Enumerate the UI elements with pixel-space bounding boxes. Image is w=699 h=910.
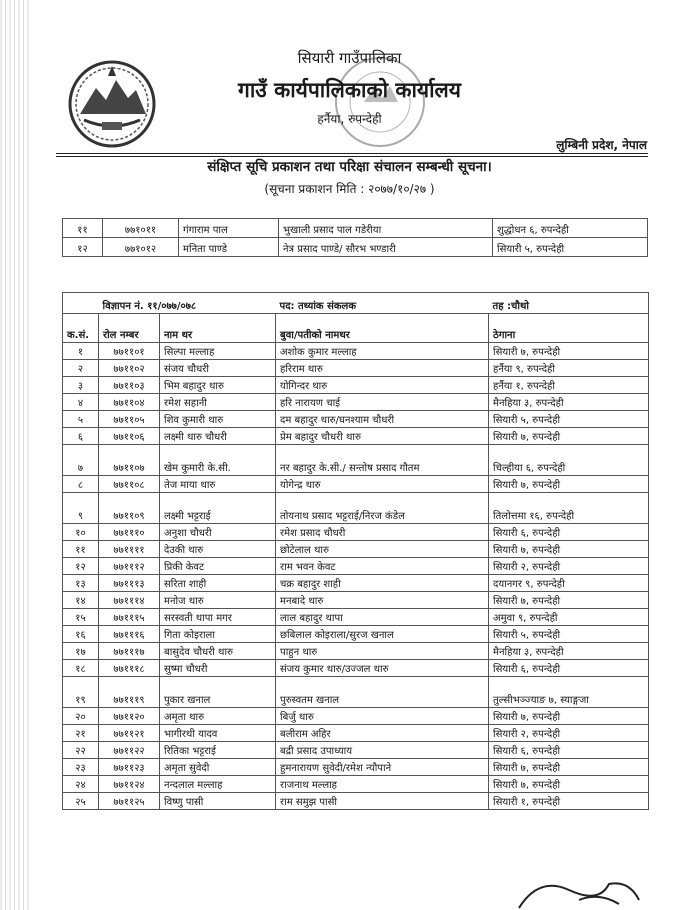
parent-cell: योगेन्द्र थारु bbox=[276, 476, 489, 493]
name-cell: देउकी थारु bbox=[160, 541, 276, 558]
parent-cell: मनबादे थारु bbox=[276, 592, 489, 609]
signature-icon bbox=[459, 870, 689, 910]
roll-cell: ७७११०४ bbox=[99, 394, 160, 411]
roll-cell: ७७११११ bbox=[99, 541, 160, 558]
parent-cell: चक्र बहादुर शाही bbox=[276, 575, 489, 592]
header-address: ठेगाना bbox=[489, 314, 649, 343]
roll-cell: ७७१०१२ bbox=[103, 238, 179, 257]
sn-cell: १४ bbox=[63, 592, 99, 609]
table-row bbox=[63, 725, 649, 742]
address-cell: सियारी ७, रुपन्देही bbox=[489, 759, 649, 776]
sn-cell: १७ bbox=[63, 643, 99, 660]
table-row bbox=[63, 677, 649, 708]
roll-cell: ७७११०१ bbox=[99, 343, 160, 360]
sn-cell: २३ bbox=[63, 759, 99, 776]
table-row bbox=[63, 377, 649, 394]
address-cell: सियारी ५, रुपन्देही bbox=[493, 238, 648, 257]
name-cell: भिम बहादुर थारु bbox=[160, 377, 276, 394]
sn-cell: १५ bbox=[63, 609, 99, 626]
name-cell: मनिता पाण्डे bbox=[179, 238, 279, 257]
parent-cell: हरिराम थारु bbox=[276, 360, 489, 377]
name-cell: बासुदेव चौधरी थारु bbox=[160, 643, 276, 660]
roll-cell: ७७११२५ bbox=[99, 793, 160, 810]
name-cell: सिल्पा मल्लाह bbox=[160, 343, 276, 360]
roll-cell: ७७११०९ bbox=[99, 493, 160, 524]
name-cell: सुष्मा चौधरी bbox=[160, 660, 276, 677]
parent-cell: राम भवन केवट bbox=[276, 558, 489, 575]
address-cell: सियारी ७, रुपन्देही bbox=[489, 343, 649, 360]
roll-cell: ७७१११२ bbox=[99, 558, 160, 575]
parent-cell: बिर्जु थारु bbox=[276, 708, 489, 725]
table-row bbox=[63, 238, 648, 257]
roll-cell: ७७१११८ bbox=[99, 660, 160, 677]
province-name: लुम्बिनी प्रदेश, नेपाल bbox=[556, 138, 647, 152]
table-row bbox=[63, 219, 648, 238]
header-rule-top bbox=[56, 153, 648, 154]
parent-cell: हरि नारायण चाई bbox=[276, 394, 489, 411]
table-row bbox=[63, 343, 649, 360]
sn-cell: ११ bbox=[63, 541, 99, 558]
address-cell: सियारी ६, रुपन्देही bbox=[489, 524, 649, 541]
header-name: नाम थर bbox=[160, 314, 276, 343]
name-cell: अमृता सुवेदी bbox=[160, 759, 276, 776]
sn-cell: २४ bbox=[63, 776, 99, 793]
parent-cell: रमेश प्रसाद चौधरी bbox=[276, 524, 489, 541]
table-row bbox=[63, 793, 649, 810]
name-cell: नन्दलाल मल्लाह bbox=[160, 776, 276, 793]
address-cell: सियारी ७, रुपन्देही bbox=[489, 476, 649, 493]
parent-cell: बद्री प्रसाद उपाध्याय bbox=[276, 742, 489, 759]
name-cell: मनोज थारु bbox=[160, 592, 276, 609]
parent-cell: भुखाली प्रसाद पाल गडेरीया bbox=[279, 219, 493, 238]
roll-cell: ७७११०७ bbox=[99, 445, 160, 476]
address-cell: मैनहिया ३, रुपन्देही bbox=[489, 643, 649, 660]
address-cell: हर्नैया ९, रुपन्देही bbox=[489, 360, 649, 377]
previous-list-table bbox=[62, 218, 648, 257]
header-parent: बुवा/पतीको नामथर bbox=[276, 314, 489, 343]
table-row bbox=[63, 394, 649, 411]
roll-cell: ७७११२२ bbox=[99, 742, 160, 759]
table-row bbox=[63, 411, 649, 428]
address-cell: तुल्सीभञ्ज्याङ ७, स्याङ्गजा bbox=[489, 677, 649, 708]
address-cell: हर्नैया १, रुपन्देही bbox=[489, 377, 649, 394]
table-row bbox=[63, 360, 649, 377]
sn-cell: २ bbox=[63, 360, 99, 377]
address-cell: सियारी ६, रुपन्देही bbox=[489, 742, 649, 759]
parent-cell: तोयनाथ प्रसाद भट्टराई/निरज कंडेल bbox=[276, 493, 489, 524]
sn-cell: २१ bbox=[63, 725, 99, 742]
address-cell: अमुवा ९, रुपन्देही bbox=[489, 609, 649, 626]
address-cell: सियारी २, रुपन्देही bbox=[489, 558, 649, 575]
parent-cell: हुमनारायण सुवेदी/रमेश न्यौपाने bbox=[276, 759, 489, 776]
address-cell: सियारी ७, रुपन्देही bbox=[489, 776, 649, 793]
parent-cell: प्रेम बहादुर चौधरी थारु bbox=[276, 428, 489, 445]
advertisement-info-row bbox=[63, 293, 649, 314]
post-name: पद: तथ्यांक संकलक bbox=[276, 293, 489, 314]
roll-cell: ७७११२० bbox=[99, 708, 160, 725]
table-row bbox=[63, 776, 649, 793]
parent-cell: दम बहादुर थारु/घनश्याम चौधरी bbox=[276, 411, 489, 428]
table-row bbox=[63, 476, 649, 493]
roll-cell: ७७१११७ bbox=[99, 643, 160, 660]
table-row bbox=[63, 541, 649, 558]
table-row bbox=[63, 493, 649, 524]
sn-cell: २० bbox=[63, 708, 99, 725]
sn-cell: ९ bbox=[63, 493, 99, 524]
name-cell: रितिका भट्टराई bbox=[160, 742, 276, 759]
address-cell: दयानगर ९, रुपन्देही bbox=[489, 575, 649, 592]
parent-cell: पुरुस्वतम खनाल bbox=[276, 677, 489, 708]
roll-cell: ७७११२३ bbox=[99, 759, 160, 776]
name-cell: रमेश सहानी bbox=[160, 394, 276, 411]
parent-cell: संजय कुमार थारु/उज्जल थारु bbox=[276, 660, 489, 677]
notice-date: (सूचना प्रकाशन मिति : २०७७/१०/२७ ) bbox=[264, 182, 435, 196]
roll-cell: ७७१११४ bbox=[99, 592, 160, 609]
sn-cell: १० bbox=[63, 524, 99, 541]
roll-cell: ७७१११० bbox=[99, 524, 160, 541]
address-cell: सियारी ६, रुपन्देही bbox=[489, 660, 649, 677]
name-cell: लक्ष्मी थारु चौधरी bbox=[160, 428, 276, 445]
sn-cell: ४ bbox=[63, 394, 99, 411]
notice-title: संक्षिप्त सूचि प्रकाशन तथा परिक्षा संचालन सम्बन्धी सूचना। bbox=[207, 159, 492, 175]
roll-cell: ७७१०११ bbox=[103, 219, 179, 238]
table-row bbox=[63, 592, 649, 609]
roll-cell: ७७१११५ bbox=[99, 609, 160, 626]
roll-cell: ७७११०६ bbox=[99, 428, 160, 445]
sn-cell: १९ bbox=[63, 677, 99, 708]
name-cell: तेज माया थारु bbox=[160, 476, 276, 493]
address-cell: सियारी ५, रुपन्देही bbox=[489, 626, 649, 643]
advertisement-number: विज्ञापन नं. ११/०७७/०७८ bbox=[99, 293, 276, 314]
header-sn: क.सं. bbox=[63, 314, 99, 343]
parent-cell: राजनाथ मल्लाह bbox=[276, 776, 489, 793]
parent-cell: योगिन्दर थारु bbox=[276, 377, 489, 394]
municipality-name: सियारी गाउँपालिका bbox=[297, 49, 402, 67]
sn-cell: १३ bbox=[63, 575, 99, 592]
address-cell: तिलोत्तमा १६, रुपन्देही bbox=[489, 493, 649, 524]
table-row bbox=[63, 660, 649, 677]
table-row bbox=[63, 708, 649, 725]
address-cell: सियारी ७, रुपन्देही bbox=[489, 541, 649, 558]
parent-cell: नेत्र प्रसाद पाण्डे/ सौरभ भण्डारी bbox=[279, 238, 493, 257]
table-row bbox=[63, 445, 649, 476]
table-row bbox=[63, 626, 649, 643]
name-cell: गिता कोइराला bbox=[160, 626, 276, 643]
name-cell: अमृता थारु bbox=[160, 708, 276, 725]
address-cell: सियारी ७, रुपन्देही bbox=[489, 428, 649, 445]
roll-cell: ७७११२४ bbox=[99, 776, 160, 793]
sn-cell: ११ bbox=[63, 219, 103, 238]
sn-cell: १६ bbox=[63, 626, 99, 643]
candidate-list-table bbox=[62, 292, 649, 810]
name-cell: सरिता शाही bbox=[160, 575, 276, 592]
header-roll: रोल नम्बर bbox=[99, 314, 160, 343]
table-row bbox=[63, 524, 649, 541]
sn-cell: १२ bbox=[63, 238, 103, 257]
post-level: तह :चौथो bbox=[489, 293, 649, 314]
table-row bbox=[63, 759, 649, 776]
parent-cell: बलीराम अहिर bbox=[276, 725, 489, 742]
sn-cell: २२ bbox=[63, 742, 99, 759]
sn-cell: १ bbox=[63, 343, 99, 360]
roll-cell: ७७११०२ bbox=[99, 360, 160, 377]
name-cell: सरस्वती थापा मगर bbox=[160, 609, 276, 626]
name-cell: विष्णु पासी bbox=[160, 793, 276, 810]
address-cell: चिल्हीया ६, रुपन्देही bbox=[489, 445, 649, 476]
parent-cell: पाहुन थारु bbox=[276, 643, 489, 660]
address-cell: सियारी ५, रुपन्देही bbox=[489, 411, 649, 428]
name-cell: अनुशा चौधरी bbox=[160, 524, 276, 541]
table-row bbox=[63, 742, 649, 759]
parent-cell: लाल बहादुर थापा bbox=[276, 609, 489, 626]
name-cell: लक्ष्मी भट्टराई bbox=[160, 493, 276, 524]
roll-cell: ७७११०५ bbox=[99, 411, 160, 428]
sn-cell: २५ bbox=[63, 793, 99, 810]
scan-binding-edge bbox=[0, 0, 30, 910]
name-cell: शिव कुमारी थारु bbox=[160, 411, 276, 428]
name-cell: संजय चौधरी bbox=[160, 360, 276, 377]
address-cell: सियारी १, रुपन्देही bbox=[489, 793, 649, 810]
office-title: गाउँ कार्यपालिकाको कार्यालय bbox=[238, 78, 461, 102]
name-cell: पुकार खनाल bbox=[160, 677, 276, 708]
address-cell: सियारी ७, रुपन्देही bbox=[489, 592, 649, 609]
table-row bbox=[63, 428, 649, 445]
name-cell: गंगाराम पाल bbox=[179, 219, 279, 238]
roll-cell: ७७१११९ bbox=[99, 677, 160, 708]
sn-cell: ७ bbox=[63, 445, 99, 476]
table-row bbox=[63, 558, 649, 575]
office-location: हर्नैया, रुपन्देही bbox=[317, 112, 382, 126]
nepal-emblem-icon bbox=[62, 58, 162, 150]
table-row bbox=[63, 643, 649, 660]
roll-cell: ७७११०३ bbox=[99, 377, 160, 394]
roll-cell: ७७११०८ bbox=[99, 476, 160, 493]
parent-cell: अशोक कुमार मल्लाह bbox=[276, 343, 489, 360]
roll-cell: ७७१११३ bbox=[99, 575, 160, 592]
name-cell: भागीरथी यादव bbox=[160, 725, 276, 742]
parent-cell: नर बहादुर के.सी./ सन्तोष प्रसाद गौतम bbox=[276, 445, 489, 476]
parent-cell: छबिलाल कोइराला/सुरज खनाल bbox=[276, 626, 489, 643]
table-header-row bbox=[63, 314, 649, 343]
address-cell: शुद्धोधन ६, रुपन्देही bbox=[493, 219, 648, 238]
parent-cell: छोटेलाल थारु bbox=[276, 541, 489, 558]
sn-cell: ५ bbox=[63, 411, 99, 428]
sn-cell: ६ bbox=[63, 428, 99, 445]
table-row bbox=[63, 609, 649, 626]
name-cell: खेम कुमारी के.सी. bbox=[160, 445, 276, 476]
sn-cell: १८ bbox=[63, 660, 99, 677]
roll-cell: ७७१११६ bbox=[99, 626, 160, 643]
table-row bbox=[63, 575, 649, 592]
sn-cell: १२ bbox=[63, 558, 99, 575]
sn-cell: ८ bbox=[63, 476, 99, 493]
sn-cell: ३ bbox=[63, 377, 99, 394]
address-cell: सियारी ७, रुपन्देही bbox=[489, 708, 649, 725]
name-cell: प्रिकी केवट bbox=[160, 558, 276, 575]
roll-cell: ७७११२१ bbox=[99, 725, 160, 742]
address-cell: सियारी २, रुपन्देही bbox=[489, 725, 649, 742]
parent-cell: राम समुझ पासी bbox=[276, 793, 489, 810]
address-cell: मैनहिया ३, रुपन्देही bbox=[489, 394, 649, 411]
